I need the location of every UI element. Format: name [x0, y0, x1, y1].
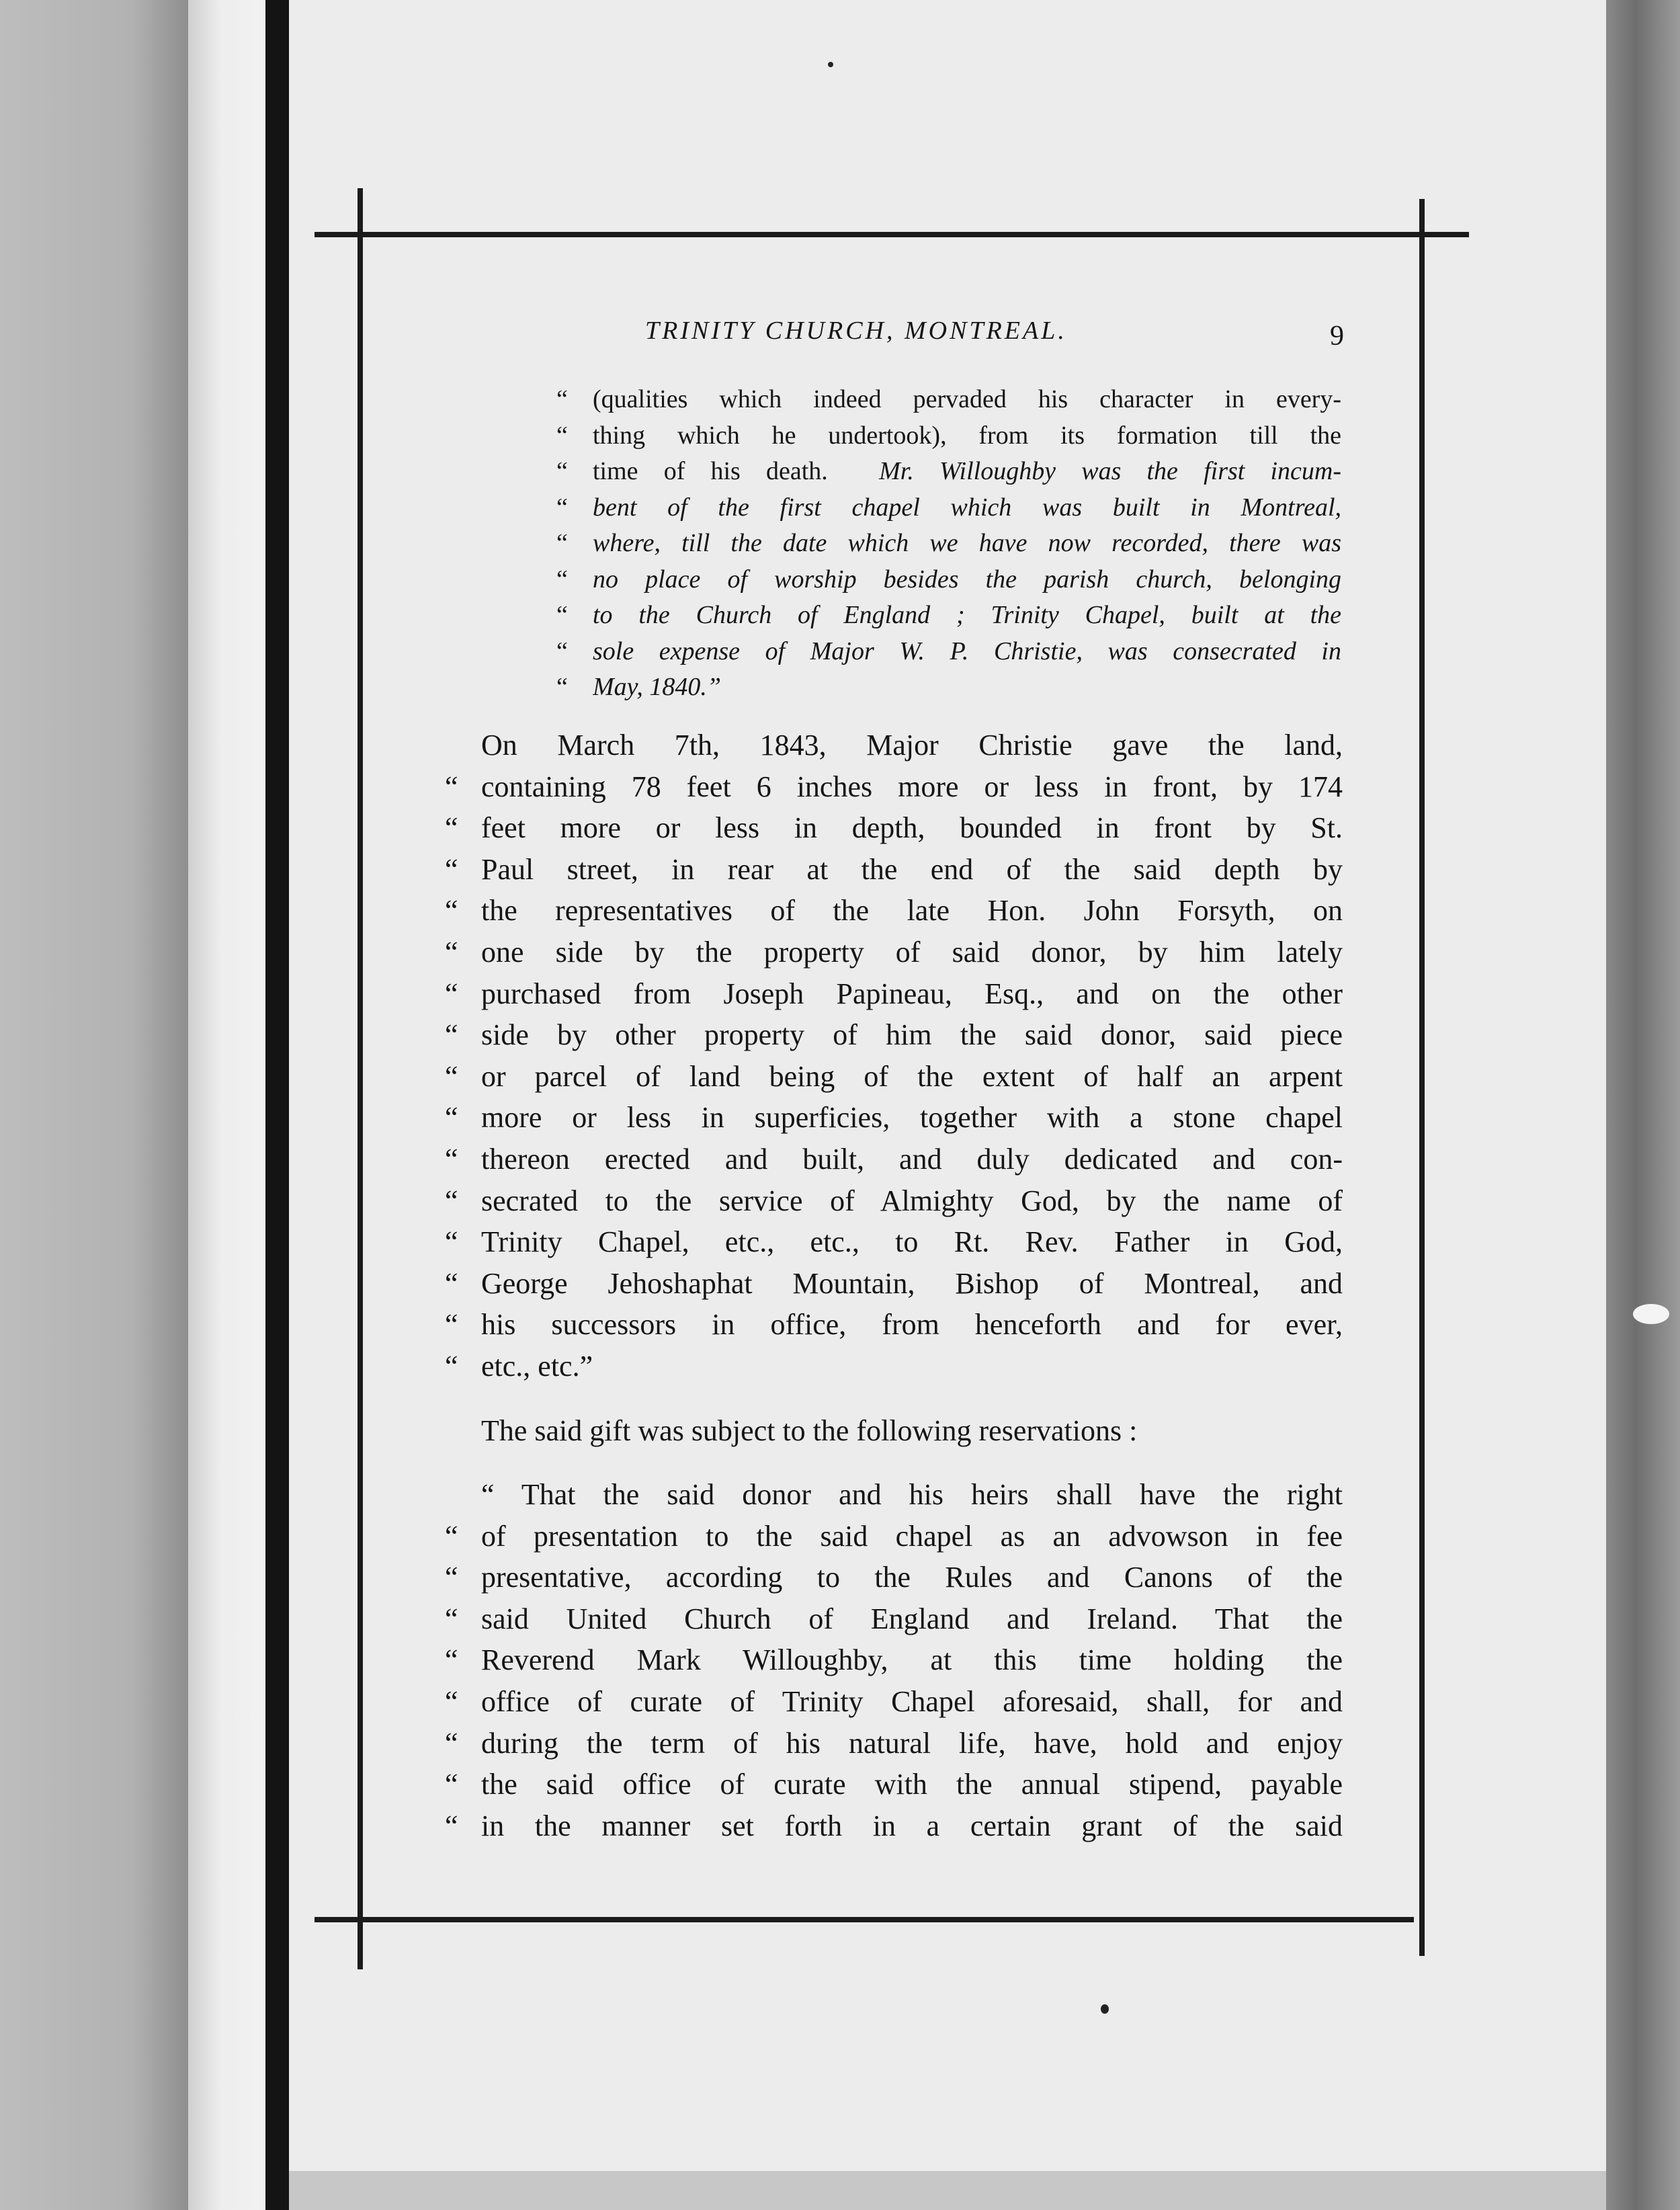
text-line [556, 598, 1341, 634]
quote-mark: “ [445, 1059, 458, 1093]
text-line [445, 725, 1343, 766]
line-text: the said office of curate with the annual stipend, payable [481, 1768, 1343, 1801]
book-cover-edge [1606, 0, 1680, 2210]
quote-mark: “ [445, 852, 458, 886]
line-text: in the manner set forth in a certain grant of the said [481, 1809, 1343, 1842]
text-line [445, 1304, 1343, 1346]
line-text: George Jehoshaphat Mountain, Bishop of Montreal, and [481, 1266, 1343, 1300]
line-text: secrated to the service of Almighty God, by the name of [481, 1184, 1343, 1217]
book-gutter [265, 0, 292, 2210]
quote-mark: “ [445, 770, 458, 803]
line-text: purchased from Joseph Papineau, Esq., and on the other [481, 977, 1343, 1010]
frame-rule-left [358, 188, 363, 1969]
quote-mark [445, 725, 481, 766]
text-line [445, 1139, 1343, 1180]
quote-mark: “ [445, 1602, 458, 1635]
text-line [445, 1263, 1343, 1305]
page-header [376, 316, 1344, 363]
quote-mark: “ [445, 1768, 458, 1801]
quote-mark: “ [445, 1308, 458, 1342]
text-line [556, 490, 1341, 526]
page-number: 9 [1330, 321, 1344, 352]
quote-mark: “ [445, 1266, 458, 1300]
paragraph-reservations [445, 1410, 1343, 1452]
text-line [445, 1723, 1343, 1764]
text-line [445, 1097, 1343, 1139]
text-line [556, 526, 1341, 562]
line-text: his successors in office, from henceforth and for ever, [481, 1308, 1343, 1342]
line-text: Paul street, in rear at the end of the said depth by [481, 852, 1343, 886]
text-line [445, 1557, 1343, 1598]
text-line [445, 1639, 1343, 1681]
quote-mark: “ [445, 935, 458, 969]
text-line [445, 1598, 1343, 1640]
frame-rule-right [1419, 199, 1425, 1956]
quote-mark: “ [445, 1225, 458, 1259]
page-bottom-edge [289, 2171, 1606, 2210]
quote-mark: “ [445, 1726, 458, 1760]
quote-mark: “ [556, 601, 568, 629]
line-text-roman: time of his death. [593, 457, 880, 485]
quote-mark: “ [556, 457, 568, 485]
text-line [556, 562, 1341, 598]
quote-mark: “ [445, 1643, 458, 1677]
line-text: side by other property of him the said donor, said piece [481, 1018, 1343, 1052]
quote-mark [445, 1474, 481, 1516]
line-text: thereon erected and built, and duly dedicated and con- [481, 1142, 1343, 1176]
line-text: sole expense of Major W. P. Christie, was consecrated in [593, 637, 1341, 665]
text-line [445, 1516, 1343, 1557]
text-line [445, 1346, 1343, 1387]
previous-page-edge [188, 0, 269, 2210]
line-text: Reverend Mark Willoughby, at this time holding the [481, 1643, 1343, 1677]
quoted-passage [556, 382, 1341, 706]
line-text: office of curate of Trinity Chapel aforesaid, shall, for and [481, 1685, 1343, 1719]
text-line [445, 766, 1343, 808]
quote-mark: “ [445, 1101, 458, 1135]
line-text: presentative, according to the Rules and Canons of the [481, 1561, 1343, 1594]
text-line [556, 454, 1341, 490]
line-text [593, 454, 1341, 490]
quote-mark: “ [556, 421, 568, 450]
text-line [445, 1764, 1343, 1805]
quote-mark: “ [556, 637, 568, 665]
line-text: of presentation to the said chapel as an advowson in fee [481, 1519, 1343, 1553]
quote-mark: “ [445, 1519, 458, 1553]
quote-mark: “ [445, 1685, 458, 1719]
line-text: during the term of his natural life, have, hold and enjoy [481, 1726, 1343, 1760]
text-line [445, 1474, 1343, 1516]
quote-mark: “ [556, 385, 568, 413]
text-line [445, 1056, 1343, 1098]
quote-mark: “ [445, 1142, 458, 1176]
line-text: to the Church of England ; Trinity Chapel, built at the [593, 601, 1341, 629]
quote-mark: “ [556, 565, 568, 594]
body-text [445, 725, 1343, 1846]
text-line [445, 1014, 1343, 1056]
quote-mark: “ [445, 811, 458, 845]
line-text: said United Church of England and Ireland. That the [481, 1602, 1343, 1635]
text-line [556, 418, 1341, 454]
line-text: where, till the date which we have now recorded, there was [593, 529, 1341, 557]
line-text: containing 78 feet 6 inches more or less in front, by 174 [481, 770, 1343, 803]
quote-mark: “ [445, 1184, 458, 1217]
quote-mark: “ [445, 894, 458, 928]
line-text: no place of worship besides the parish church, belonging [593, 565, 1341, 594]
paragraph-reservation-terms [445, 1474, 1343, 1846]
text-line [556, 669, 1341, 706]
frame-rule-top [314, 232, 1469, 237]
quote-mark: “ [445, 1349, 458, 1383]
line-text: more or less in superficies, together with a stone chapel [481, 1101, 1343, 1135]
text-line [445, 1681, 1343, 1723]
text-line [445, 932, 1343, 973]
line-text: feet more or less in depth, bounded in front by St. [481, 811, 1343, 845]
quote-mark: “ [556, 493, 568, 522]
text-line [445, 1805, 1343, 1847]
text-line [445, 973, 1343, 1015]
scan-speck [1101, 2004, 1109, 2014]
quote-mark: “ [556, 673, 568, 701]
scan-speck [1633, 1304, 1669, 1324]
quote-mark: “ [445, 1561, 458, 1594]
text-line [445, 1180, 1343, 1222]
text-line [445, 1221, 1343, 1263]
quote-mark: “ [445, 977, 458, 1010]
quote-mark: “ [445, 1809, 458, 1842]
line-text-italic: Mr. Willoughby was the first incum- [879, 457, 1341, 485]
line-text: one side by the property of said donor, by him lately [481, 935, 1343, 969]
paragraph-deed [445, 725, 1343, 1387]
scan-background-left [0, 0, 188, 2210]
quote-mark: “ [556, 529, 568, 557]
line-text: etc., etc.” [481, 1349, 593, 1383]
quote-mark: “ [445, 1018, 458, 1052]
text-line [556, 634, 1341, 670]
line-text: “ That the said donor and his heirs shall have the right [481, 1478, 1343, 1512]
text-line [445, 807, 1343, 849]
text-line [556, 382, 1341, 418]
line-text: May, 1840.” [593, 673, 722, 701]
line-text: On March 7th, 1843, Major Christie gave the land, [481, 729, 1343, 762]
running-head: TRINITY CHURCH, MONTREAL. [645, 317, 1067, 345]
text-line [445, 890, 1343, 932]
text-line [445, 849, 1343, 891]
line-text: thing which he undertook), from its formation till the [593, 421, 1341, 450]
scan-speck [828, 62, 833, 67]
line-text: (qualities which indeed pervaded his character in every- [593, 385, 1341, 413]
line-text: Trinity Chapel, etc., etc., to Rt. Rev. Father in God, [481, 1225, 1343, 1259]
text-line: The said gift was subject to the following reservations : [481, 1414, 1138, 1447]
line-text: bent of the first chapel which was built in Montreal, [593, 493, 1341, 522]
frame-rule-bottom [314, 1917, 1414, 1922]
line-text: or parcel of land being of the extent of half an arpent [481, 1059, 1343, 1093]
line-text: the representatives of the late Hon. John Forsyth, on [481, 894, 1343, 928]
